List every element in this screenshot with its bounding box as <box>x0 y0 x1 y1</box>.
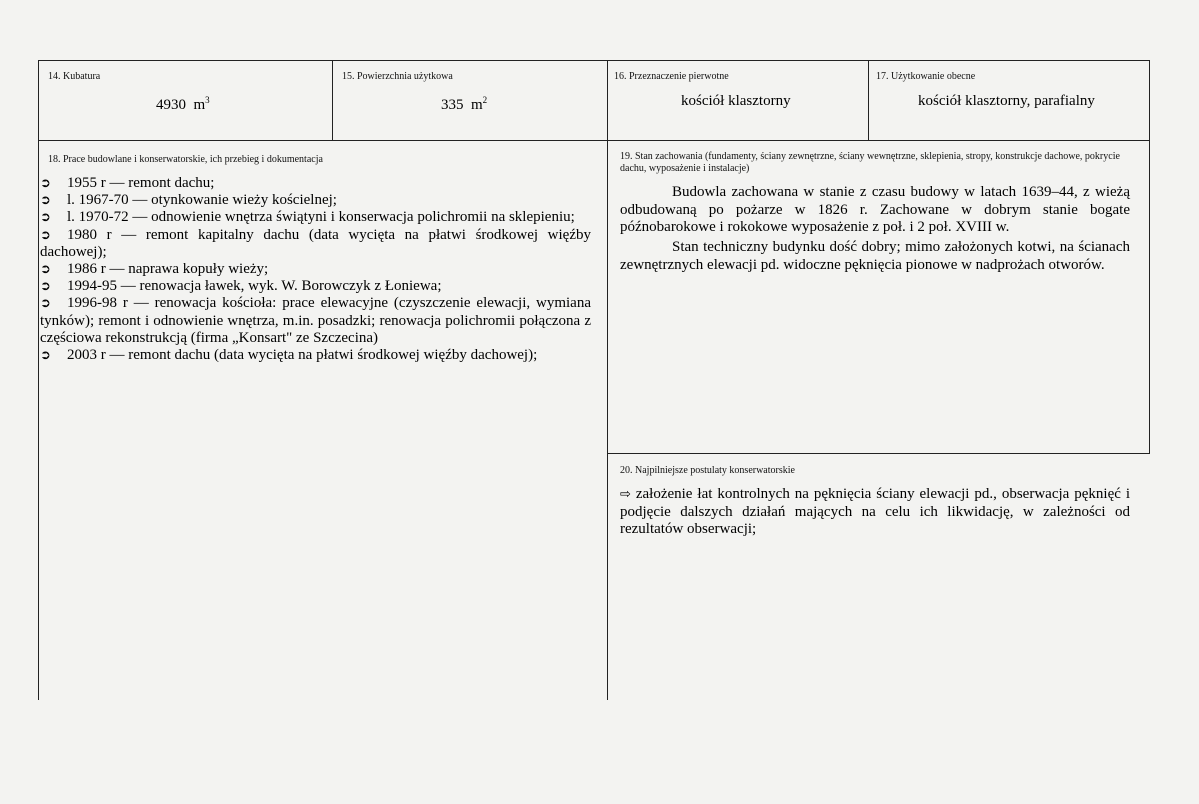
open-arrow-icon: ⇨ <box>620 487 631 502</box>
powierzchnia-unit: m <box>471 97 483 113</box>
kubatura-number: 4930 <box>156 97 186 113</box>
prace-item <box>40 295 591 347</box>
prace-item <box>40 209 591 226</box>
powierzchnia-label: 15. Powierzchnia użytkowa <box>342 71 453 82</box>
arrow-bullet-icon: ➲ <box>40 193 51 209</box>
arrow-bullet-icon: ➲ <box>40 176 51 191</box>
prace-item-text: 1994-95 — renowacja ławek, wyk. W. Borowczyk z Łoniewa; <box>67 278 442 295</box>
stan-paragraph-2: Stan techniczny budynku dość dobry; mimo założonych kotwi, na ścianach zewnętrznych elewacji pd. widoczne pęknięcia pionowe w nadprożach otworów. <box>620 239 1130 273</box>
przeznaczenie-label: 16. Przeznaczenie pierwotne <box>614 71 729 82</box>
prace-item-text: l. 1967-70 — otynkowanie wieży kościelnej; <box>67 192 337 209</box>
table-top-border <box>38 60 1150 61</box>
prace-label: 18. Prace budowlane i konserwatorskie, ich przebieg i dokumentacja <box>48 154 323 165</box>
arrow-bullet-icon: ➲ <box>40 279 51 295</box>
column-divider-1 <box>332 60 333 140</box>
prace-item <box>40 227 591 261</box>
postulaty-label: 20. Najpilniejsze postulaty konserwatorskie <box>620 465 795 476</box>
prace-item-text: l. 1970-72 — odnowienie wnętrza świątyni i konserwacja polichromii na sklepieniu; <box>67 209 575 226</box>
prace-item <box>40 192 591 209</box>
arrow-bullet-icon: ➲ <box>40 210 51 226</box>
column-divider-3 <box>868 60 869 140</box>
powierzchnia-value <box>441 96 487 114</box>
table-row-divider <box>38 140 1150 141</box>
arrow-bullet-icon: ➲ <box>40 296 51 312</box>
powierzchnia-unit-exponent: 2 <box>482 95 488 105</box>
przeznaczenie-value: kościół klasztorny <box>681 93 791 109</box>
prace-item-text: 1980 r — remont kapitalny dachu (data wycięta na płatwi środkowej więźby dachowej); <box>40 226 591 260</box>
arrow-bullet-icon: ➲ <box>40 227 51 243</box>
table-right-border <box>1149 60 1150 453</box>
arrow-bullet-icon: ➲ <box>40 262 51 278</box>
uzytkowanie-value: kościół klasztorny, parafialny <box>918 93 1095 109</box>
stan-label: 19. Stan zachowania (fundamenty, ściany zewnętrzne, ściany wewnętrzne, sklepienia, stropy, konstrukcje dachowe, pokrycie dachu, wyposażenie i instalacje) <box>620 151 1120 174</box>
column-divider-2 <box>607 60 608 700</box>
table-left-border <box>38 60 39 700</box>
section-divider <box>607 453 1150 454</box>
prace-item <box>40 278 591 295</box>
uzytkowanie-label: 17. Użytkowanie obecne <box>876 71 976 82</box>
kubatura-value <box>156 96 210 114</box>
postulaty-text: założenie łat kontrolnych na pęknięcia ściany elewacji pd., obserwacja pęknięć i podjęcie dalszych działań mających na celu ich likwidację, w zależności od rezultatów obserwacji; <box>620 486 1130 537</box>
postulaty-paragraph <box>620 486 1130 539</box>
kubatura-label: 14. Kubatura <box>48 71 101 82</box>
prace-item <box>40 347 591 364</box>
prace-item-text: 1996-98 r — renowacja kościoła: prace elewacyjne (czyszczenie elewacji, wymiana tynków); remont i odnowienie wnętrza, m.in. posadzki; renowacja polichromii połączona z częściowa rekonstrukcją (firma „Konsart" ze Szczecina) <box>40 295 591 346</box>
prace-list <box>40 175 591 364</box>
kubatura-unit: m <box>193 97 206 113</box>
prace-item <box>40 261 591 278</box>
stan-paragraph-1: Budowla zachowana w stanie z czasu budowy w latach 1639–44, z wieżą odbudowaną po pożarze w 1826 r. Zachowane w dobrym stanie bogate późnobarokowe i rokokowe wyposażenie z poł. i 2 poł. XVIII w. <box>620 184 1130 235</box>
powierzchnia-number: 335 <box>441 97 464 113</box>
prace-item <box>40 175 591 192</box>
prace-item-text: 2003 r — remont dachu (data wycięta na płatwi środkowej więźby dachowej); <box>67 347 538 364</box>
prace-item-text: 1986 r — naprawa kopuły wieży; <box>67 261 269 278</box>
kubatura-unit-exponent: 3 <box>205 95 210 105</box>
arrow-bullet-icon: ➲ <box>40 348 51 364</box>
prace-item-text: 1955 r — remont dachu; <box>67 175 215 191</box>
